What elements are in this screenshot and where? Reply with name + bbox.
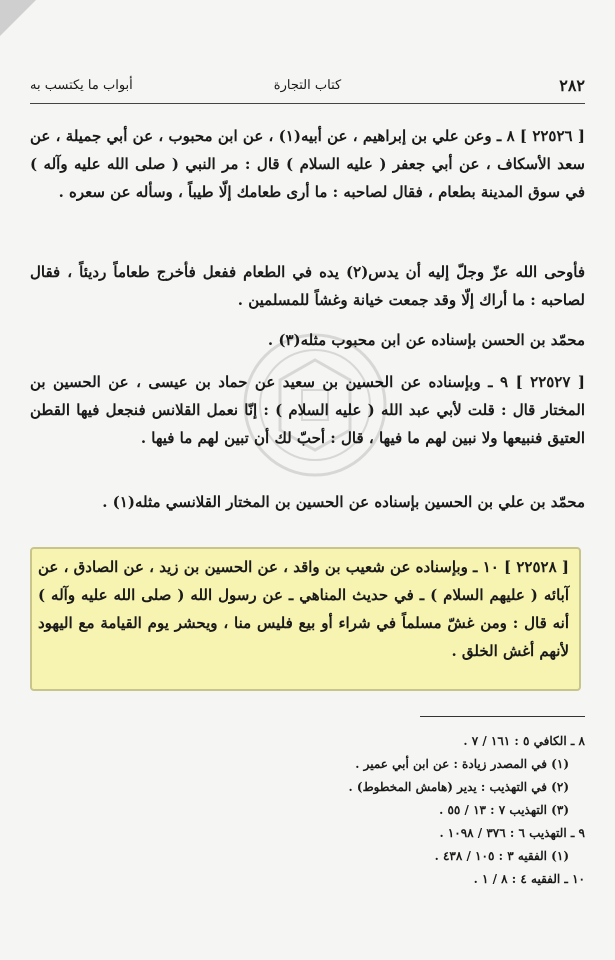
page-number: ٢٨٢ bbox=[559, 76, 585, 95]
bookmark-corner-icon bbox=[0, 0, 36, 36]
footnote-divider bbox=[420, 716, 585, 717]
footnote-item: (١) في المصدر زيادة : عن ابن أبي عمير . bbox=[355, 757, 569, 771]
footnote-source: ٩ ـ التهذيب ٦ : ٣٧٦ / ١٠٩٨ . bbox=[439, 826, 585, 840]
chain-of-narration-2: محمّد بن علي بن الحسين بإسناده عن الحسين بن المختار القلانسي مثله(١) . bbox=[102, 493, 585, 511]
book-title: كتاب التجارة bbox=[273, 78, 342, 93]
footnotes-section bbox=[30, 730, 585, 891]
hadith-paragraph-10-highlighted: [ ٢٢٥٢٨ ] ١٠ ـ وبإسناده عن شعيب بن واقد ، عن الحسين بن زيد ، عن الصادق ، عن آبائه ( عليهم السلام ) ـ في حديث المناهي ـ عن رسول الله ( صلى الله عليه وآله ) أنه قال : ومن غشّ مسلماً في شراء أو بيع فليس منا ، ويحشر يوم القيامة مع اليهود لأنهم أغش الخلق . bbox=[38, 558, 570, 660]
chapter-title: أبواب ما يكتسب به bbox=[30, 78, 133, 93]
footnote-source: ٨ ـ الكافي ٥ : ١٦١ / ٧ . bbox=[463, 734, 585, 748]
footnote-item: (١) الفقيه ٣ : ١٠٥ / ٤٣٨ . bbox=[434, 849, 569, 863]
chain-of-narration: محمّد بن الحسن بإسناده عن ابن محبوب مثله(٣) . bbox=[267, 331, 585, 349]
footnote-source: ١٠ ـ الفقيه ٤ : ٨ / ١ . bbox=[473, 872, 585, 886]
hadith-paragraph-8: [ ٢٢٥٢٦ ] ٨ ـ وعن علي بن إبراهيم ، عن أبيه(١) ، عن ابن محبوب ، عن أبي جميلة ، عن سعد الأسكاف ، عن أبي جعفر ( عليه السلام ) قال : مر النبي ( صلى الله عليه وآله ) في سوق المدينة بطعام ، فقال لصاحبه : ما أرى طعامك إلّا طيباً ، وسأله عن سعره . bbox=[30, 127, 585, 201]
page-header bbox=[30, 78, 585, 100]
footnote-item: (٢) في التهذيب : يدير (هامش المخطوط) . bbox=[348, 780, 569, 794]
header-divider bbox=[30, 103, 585, 104]
hadith-paragraph-9: [ ٢٢٥٢٧ ] ٩ ـ وبإسناده عن الحسين بن سعيد عن حماد بن عيسى ، عن الحسين بن المختار قال : قلت لأبي عبد الله ( عليه السلام ) : إنّا نعمل القلانس فنجعل فيها القطن العتيق فنبيعها ولا نبين لهم ما فيها ، قال : أحبّ لك أن تبين لهم ما فيها . bbox=[30, 373, 585, 447]
hadith-continuation: فأوحى الله عزّ وجلّ إليه أن يدس(٢) يده في الطعام ففعل فأخرج طعاماً رديئاً ، فقال لصاحبه : ما أراك إلّا وقد جمعت خيانة وغشاً للمسلمين . bbox=[30, 263, 585, 309]
footnote-item: (٣) التهذيب ٧ : ١٣ / ٥٥ . bbox=[439, 803, 569, 817]
